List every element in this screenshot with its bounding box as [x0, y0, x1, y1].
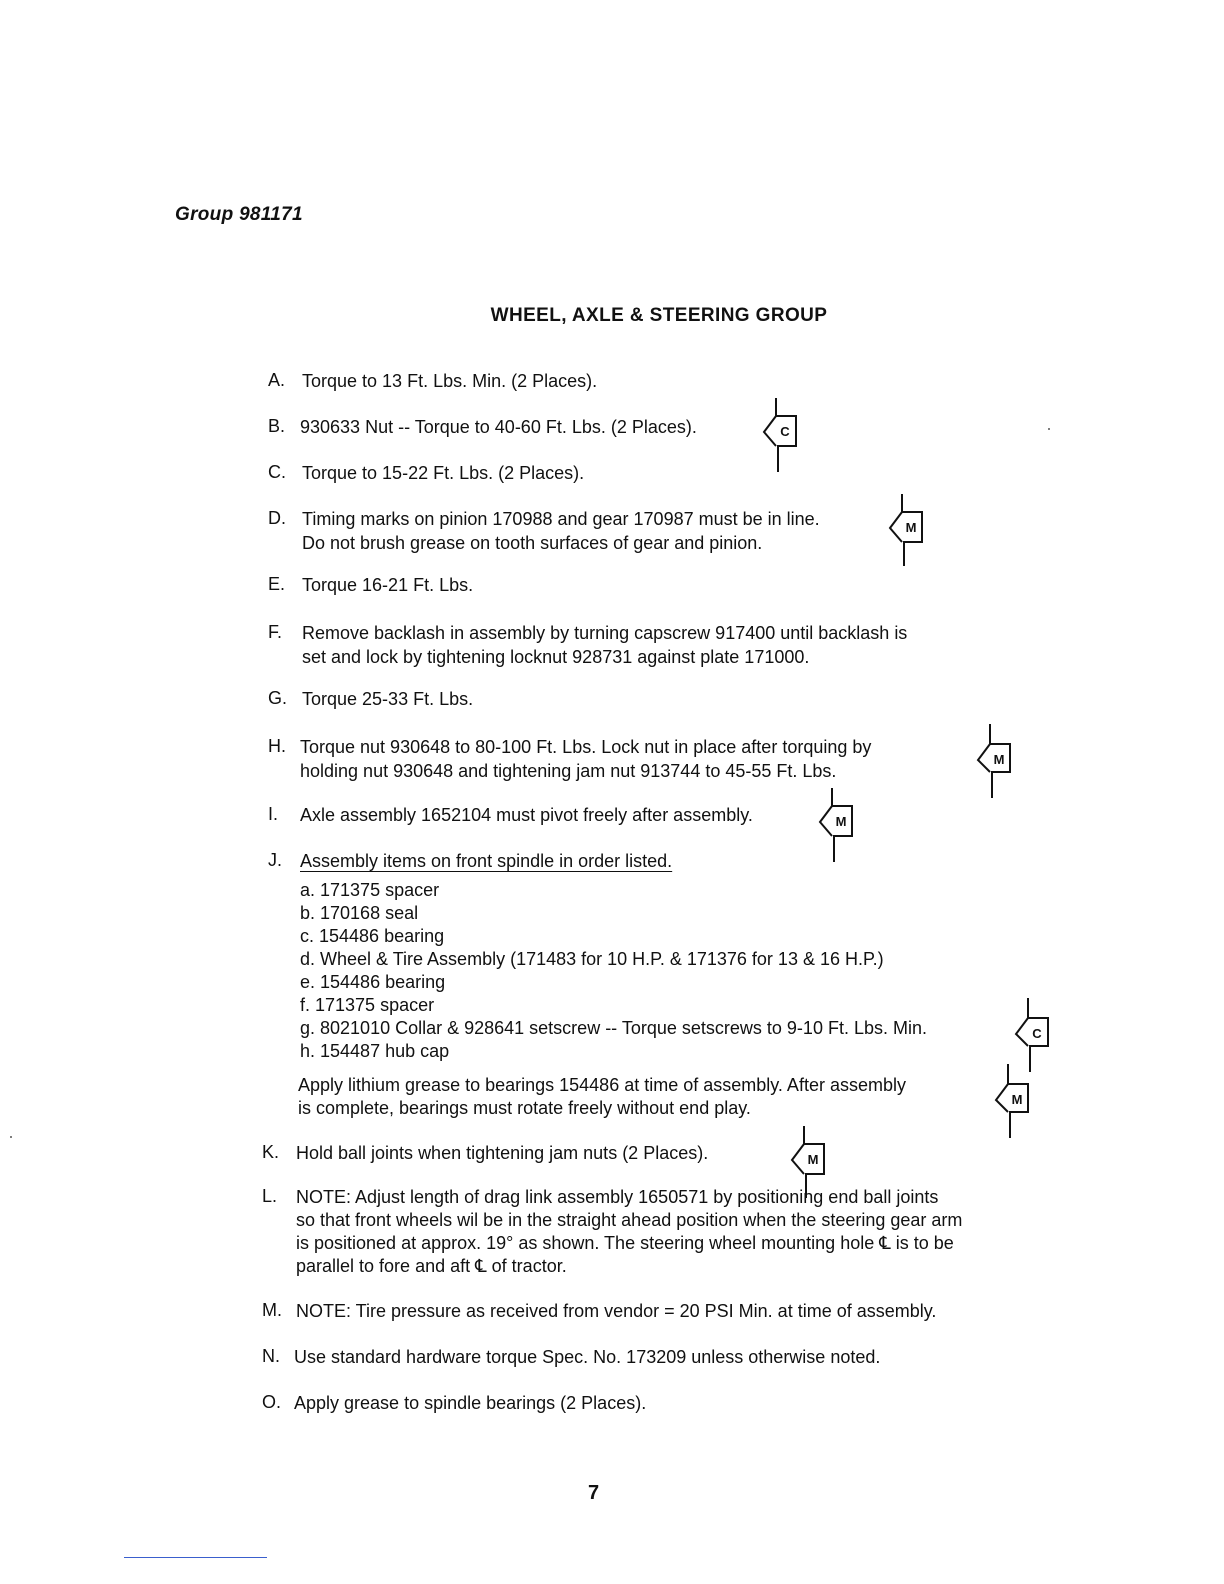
item-letter-h: H. [268, 736, 286, 756]
item-c-text: Torque to 15-22 Ft. Lbs. (2 Places). [302, 463, 585, 483]
flag-label: M [905, 520, 917, 535]
item-letter-j: J. [268, 850, 283, 870]
flag-label: M [1011, 1092, 1023, 1107]
item-h-line-2: holding nut 930648 and tightening jam nut 913744 to 45-55 Ft. Lbs. [300, 761, 837, 781]
item-n-text: Use standard hardware torque Spec. No. 173209 unless otherwise noted. [294, 1347, 881, 1367]
item-m-text: NOTE: Tire pressure as received from vendor = 20 PSI Min. at time of assembly. [296, 1301, 937, 1321]
scan-speck [1048, 428, 1050, 430]
sub-item-f: f. 171375 spacer [300, 995, 435, 1015]
item-e-text: Torque 16-21 Ft. Lbs. [302, 575, 474, 595]
sub-item-e: e. 154486 bearing [300, 972, 446, 992]
flag-label: M [993, 752, 1005, 767]
item-letter-f: F. [268, 622, 283, 642]
item-a-text: Torque to 13 Ft. Lbs. Min. (2 Places). [302, 371, 598, 391]
item-letter-i: I. [268, 804, 279, 824]
item-letter-e: E. [268, 574, 286, 594]
item-letter-c: C. [268, 462, 286, 482]
item-b-text: 930633 Nut -- Torque to 40-60 Ft. Lbs. (2 Places). [300, 417, 697, 437]
item-l-line-2: so that front wheels wil be in the straight ahead position when the steering gear arm [296, 1210, 963, 1230]
item-g-text: Torque 25-33 Ft. Lbs. [302, 689, 474, 709]
item-j-note-line-1: Apply lithium grease to bearings 154486 at time of assembly. After assembly [298, 1075, 906, 1095]
flag-label: C [1032, 1026, 1042, 1041]
flag-label: M [807, 1152, 819, 1167]
flag-m-icon [994, 1062, 1034, 1142]
item-l-line-3: is positioned at approx. 19° as shown. The steering wheel mounting hole ℄ is to be [296, 1233, 954, 1253]
footer-rule [124, 1557, 267, 1558]
item-i-text: Axle assembly 1652104 must pivot freely after assembly. [300, 805, 753, 825]
sub-item-g: g. 8021010 Collar & 928641 setscrew -- Torque setscrews to 9-10 Ft. Lbs. Min. [300, 1018, 927, 1038]
flag-m-icon [976, 722, 1016, 802]
sub-item-c: c. 154486 bearing [300, 926, 445, 946]
item-f-line-1: Remove backlash in assembly by turning capscrew 917400 until backlash is [302, 623, 908, 643]
scan-speck [10, 1136, 12, 1138]
sub-item-b: b. 170168 seal [300, 903, 419, 923]
item-letter-n: N. [262, 1346, 280, 1366]
item-letter-m: M. [262, 1300, 282, 1320]
sub-item-d: d. Wheel & Tire Assembly (171483 for 10 H.P. & 171376 for 13 & 16 H.P.) [300, 949, 884, 969]
item-f-line-2: set and lock by tightening locknut 928731 against plate 171000. [302, 647, 810, 667]
item-j-heading: Assembly items on front spindle in order listed. [300, 851, 673, 871]
sub-item-a: a. 171375 spacer [300, 880, 440, 900]
flag-label: M [835, 814, 847, 829]
item-letter-g: G. [268, 688, 288, 708]
item-j-note-line-2: is complete, bearings must rotate freely without end play. [298, 1098, 751, 1118]
item-l-line-1: NOTE: Adjust length of drag link assembly 1650571 by positioning end ball joints [296, 1187, 939, 1207]
flag-c-icon [762, 396, 802, 476]
item-h-line-1: Torque nut 930648 to 80-100 Ft. Lbs. Lock nut in place after torquing by [300, 737, 872, 757]
item-k-text: Hold ball joints when tightening jam nuts (2 Places). [296, 1143, 709, 1163]
item-letter-l: L. [262, 1186, 278, 1206]
item-letter-d: D. [268, 508, 286, 528]
page-title: WHEEL, AXLE & STEERING GROUP [490, 305, 828, 326]
sub-item-h: h. 154487 hub cap [300, 1041, 450, 1061]
item-d-line-1: Timing marks on pinion 170988 and gear 170987 must be in line. [302, 509, 820, 529]
item-letter-a: A. [268, 370, 286, 390]
item-letter-b: B. [268, 416, 286, 436]
item-l-line-4: parallel to fore and aft ℄ of tractor. [296, 1256, 567, 1276]
flag-label: C [780, 424, 790, 439]
item-d-line-2: Do not brush grease on tooth surfaces of gear and pinion. [302, 533, 763, 553]
group-number: Group 981171 [175, 204, 303, 225]
page-number: 7 [588, 1482, 600, 1504]
item-letter-k: K. [262, 1142, 280, 1162]
item-o-text: Apply grease to spindle bearings (2 Places). [294, 1393, 647, 1413]
item-letter-o: O. [262, 1392, 282, 1412]
flag-m-icon [818, 786, 858, 866]
flag-m-icon [888, 492, 928, 572]
